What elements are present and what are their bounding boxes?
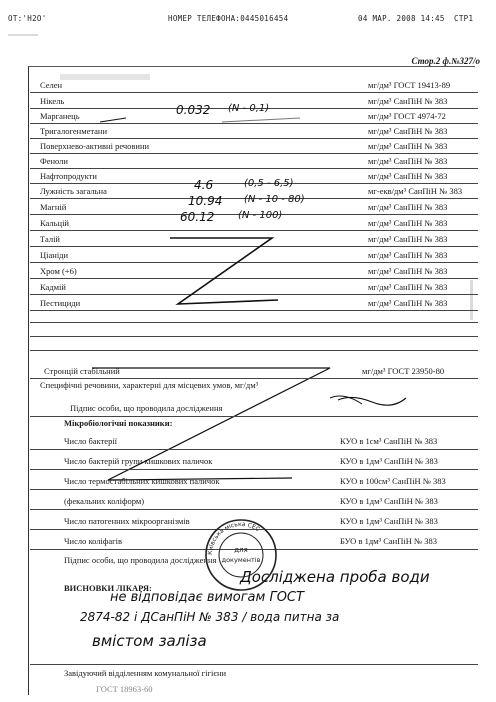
indicator-name: Талій	[40, 234, 60, 244]
micro-indicator-name: Число бактерії	[64, 436, 118, 446]
indicator-name: Кадмій	[40, 282, 66, 292]
indicator-name: Хром (+6)	[40, 266, 77, 276]
indicator-standard: мг/дм³ СанПіН № 383	[368, 156, 448, 166]
handwritten-value: 60.12	[180, 210, 215, 224]
fax-datetime: 04 МАР. 2008 14:45	[358, 14, 445, 23]
row-divider	[30, 469, 478, 470]
indicator-standard: мг/дм³ СанПіН № 383	[368, 96, 448, 106]
micro-indicator-name: Число коліфагів	[64, 536, 123, 546]
micro-indicator-standard: КУО в 1см³ СанПіН № 383	[340, 436, 438, 446]
row-divider	[30, 378, 478, 379]
row-divider	[30, 489, 478, 490]
indicator-name: Нікель	[40, 96, 65, 106]
conclusion-label: ВИСНОВКИ ЛІКАРЯ:	[64, 583, 152, 593]
indicator-standard: мг-екв/дм³ СанПіН № 383	[368, 186, 463, 196]
micro-indicator-standard: КУО в 100см³ СанПіН № 383	[340, 476, 446, 486]
indicator-name: Пестициди	[40, 298, 81, 308]
indicator-name: Магній	[40, 202, 67, 212]
handwritten-norm: (N - 10 - 80)	[244, 194, 305, 205]
micro-title: Мікробіологічні показники:	[64, 418, 173, 428]
conclusion-line: Досліджена проба води	[240, 568, 430, 586]
micro-indicator-standard: БУО в 1дм³ СанПіН № 383	[340, 536, 437, 546]
micro-indicator-name: (фекальних колiформ)	[64, 496, 145, 506]
row-divider	[30, 509, 478, 510]
head-label: Завідуючий відділенням комунальної гігієни	[64, 668, 227, 678]
conclusion-line: вмістом заліза	[92, 632, 207, 650]
indicator-standard: мг/дм³ СанПіН № 383	[368, 202, 448, 212]
svg-text:для: для	[234, 546, 248, 554]
micro-indicator-standard: КУО в 1дм³ СанПіН № 383	[340, 496, 438, 506]
indicator-name: Нафтопродукти	[40, 171, 97, 181]
conclusion-line: 2874-82 і ДСанПіН № 383 / вода питна за	[80, 610, 340, 624]
indicator-standard: мг/дм³ СанПіН № 383	[368, 218, 448, 228]
form-number: Стор.2 ф.№327/о	[411, 56, 480, 66]
handwritten-norm: (N - 100)	[238, 210, 283, 221]
indicator-name: Тригалогенметани	[40, 126, 108, 136]
micro-indicator-name: Число патогенних мікроорганізмів	[64, 516, 190, 526]
strontium-label: Стронцій стабільний	[44, 366, 120, 376]
indicator-standard: мг/дм³ ГОСТ 4974-72	[368, 111, 446, 121]
fax-phone: НОМЕР ТЕЛЕФОНА:0445016454	[168, 14, 289, 23]
handwritten-value: 4.6	[194, 178, 214, 192]
indicator-standard: мг/дм³ СанПіН № 383	[368, 266, 448, 276]
indicator-standard: мг/дм³ СанПіН № 383	[368, 282, 448, 292]
svg-text:документів: документів	[221, 556, 261, 564]
indicator-standard: мг/дм³ СанПіН № 383	[368, 141, 448, 151]
indicator-standard: мг/дм³ СанПіН № 383	[368, 126, 448, 136]
svg-text:Київська міська СЕС: Київська міська СЕС	[206, 520, 262, 556]
signature-label: Підпис особи, що проводила дослідження	[64, 555, 217, 565]
fax-sender: ОТ:'Н2О'	[8, 14, 47, 23]
handwritten-value: 0.032	[176, 103, 211, 117]
indicator-name: Марганець	[40, 111, 80, 121]
faded-stamp-text: ГОСТ 18963-60	[96, 684, 153, 694]
indicator-standard: мг/дм³ СанПіН № 383	[368, 234, 448, 244]
row-divider	[30, 449, 478, 450]
row-divider	[30, 416, 478, 417]
indicator-name: Лужність загальна	[40, 186, 107, 196]
indicator-name: Ціаніди	[40, 250, 69, 260]
indicator-standard: мг/дм³ СанПіН № 383	[368, 250, 448, 260]
official-stamp	[204, 518, 278, 592]
indicator-name: Кальцій	[40, 218, 69, 228]
handwritten-norm: (0,5 - 6,5)	[244, 178, 294, 189]
signature-label: Підпис особи, що проводила дослідження	[70, 403, 223, 413]
indicator-name: Селен	[40, 80, 63, 90]
strontium-standard: мг/дм³ ГОСТ 23950-80	[362, 366, 445, 376]
signature-1	[338, 397, 406, 405]
fax-page: СТР1	[454, 14, 474, 23]
micro-indicator-standard: КУО в 1дм³ СанПіН № 383	[340, 456, 438, 466]
row-divider	[30, 664, 478, 665]
indicator-standard: мг/дм³ СанПіН № 383	[368, 298, 448, 308]
indicator-standard: мг/дм³ ГОСТ 19413-89	[368, 80, 451, 90]
indicator-name: Феноли	[40, 156, 68, 166]
specific-substances: Специфічні речовини, характерні для місцевих умов, мг/дм³	[40, 380, 259, 390]
indicator-name: Поверхнево-активні речовини	[40, 141, 150, 151]
indicator-standard: мг/дм³ СанПіН № 383	[368, 171, 448, 181]
micro-indicator-name: Число бактерій групи кишкових паличок	[64, 456, 213, 466]
handwritten-norm: (N - 0,1)	[228, 103, 270, 114]
handwritten-value: 10.94	[188, 194, 223, 208]
micro-indicator-standard: КУО в 1дм³ СанПіН № 383	[340, 516, 438, 526]
micro-indicator-name: Число термостабільних кишкових паличок	[64, 476, 220, 486]
conclusion-line: не відповідає вимогам ГОСТ	[110, 590, 304, 605]
